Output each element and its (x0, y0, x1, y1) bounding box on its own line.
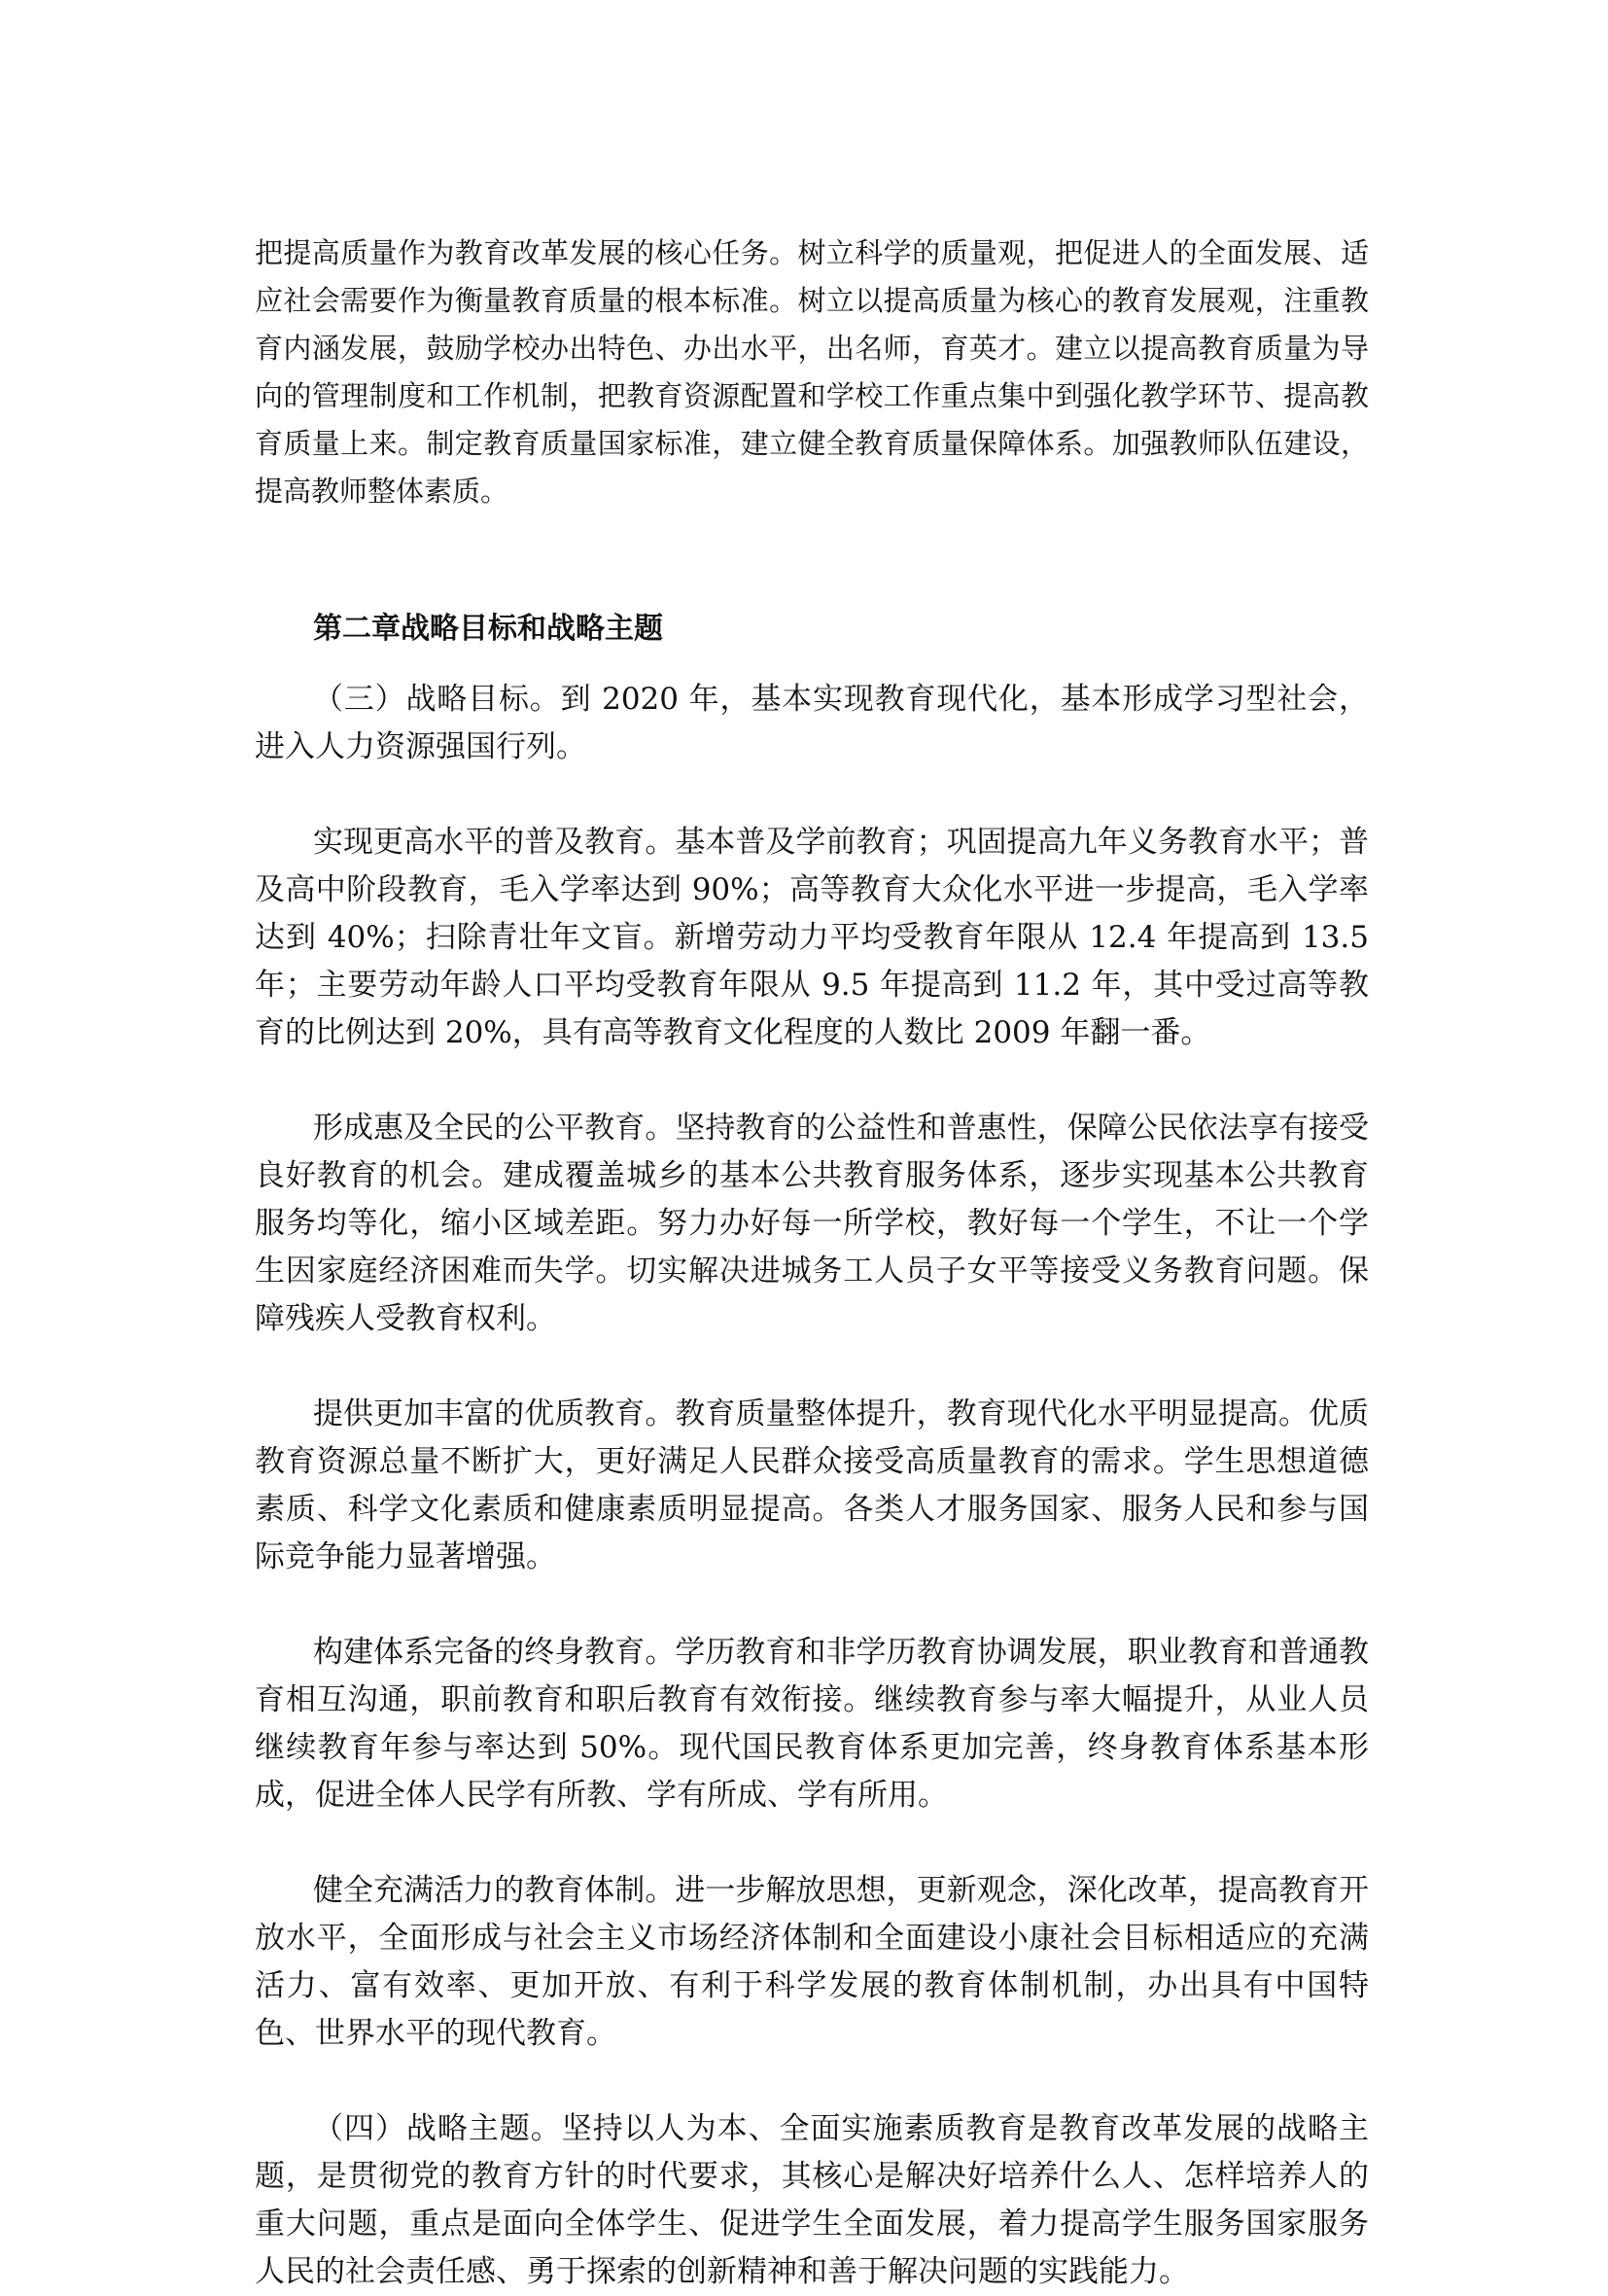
paragraph-strategic-goals: （三）战略目标。到 2020 年，基本实现教育现代化，基本形成学习型社会，进入人力资源强国行列。 (255, 682, 1369, 764)
paragraph-universal-education: 实现更高水平的普及教育。基本普及学前教育；巩固提高九年义务教育水平；普及高中阶段教育，毛入学率达到 90%；高等教育大众化水平进一步提高，毛入学率达到 40%；扫除青壮年文盲。新增劳动力平均受教育年限从 12.4 年提高到 13.5 年；主要劳动年龄人口平均受教育年限从 9.5 年提高到 11.2 年，其中受过高等教育的比例达到 20%，具有高等教育文化程度的人数比 2009 年翻一番。 (255, 825, 1369, 1050)
paragraph-strategic-theme: （四）战略主题。坚持以人为本、全面实施素质教育是教育改革发展的战略主题，是贯彻党的教育方针的时代要求，其核心是解决好培养什么人、怎样培养人的重大问题，重点是面向全体学生、促进学生全面发展，着力提高学生服务国家服务人民的社会责任感、勇于探索的创新精神和善于解决问题的实践能力。 (255, 2111, 1369, 2289)
paragraph-education-system: 健全充满活力的教育体制。进一步解放思想，更新观念，深化改革，提高教育开放水平，全面形成与社会主义市场经济体制和全面建设小康社会目标相适应的充满活力、富有效率、更加开放、有利于科学发展的教育体制机制，办出具有中国特色、世界水平的现代教育。 (255, 1873, 1369, 2051)
intro-paragraph: 把提高质量作为教育改革发展的核心任务。树立科学的质量观，把促进人的全面发展、适应社会需要作为衡量教育质量的根本标准。树立以提高质量为核心的教育发展观，注重教育内涵发展，鼓励学校办出特色、办出水平，出名师，育英才。建立以提高教育质量为导向的管理制度和工作机制，把教育资源配置和学校工作重点集中到强化教学环节、提高教育质量上来。制定教育质量国家标准，建立健全教育质量保障体系。加强教师队伍建设，提高教师整体素质。 (255, 236, 1369, 508)
paragraph-lifelong-education: 构建体系完备的终身教育。学历教育和非学历教育协调发展，职业教育和普通教育相互沟通，职前教育和职后教育有效衔接。继续教育参与率大幅提升，从业人员继续教育年参与率达到 50%。现代国民教育体系更加完善，终身教育体系基本形成，促进全体人民学有所教、学有所成、学有所用。 (255, 1635, 1369, 1813)
paragraph-fair-education: 形成惠及全民的公平教育。坚持教育的公益性和普惠性，保障公民依法享有接受良好教育的机会。建成覆盖城乡的基本公共教育服务体系，逐步实现基本公共教育服务均等化，缩小区域差距。努力办好每一所学校，教好每一个学生，不让一个学生因家庭经济困难而失学。切实解决进城务工人员子女平等接受义务教育问题。保障残疾人受教育权利。 (255, 1111, 1369, 1336)
chapter-heading: 第二章战略目标和战略主题 (313, 612, 663, 646)
paragraph-quality-education: 提供更加丰富的优质教育。教育质量整体提升，教育现代化水平明显提高。优质教育资源总量不断扩大，更好满足人民群众接受高质量教育的需求。学生思想道德素质、科学文化素质和健康素质明显提高。各类人才服务国家、服务人民和参与国际竞争能力显著增强。 (255, 1396, 1369, 1574)
